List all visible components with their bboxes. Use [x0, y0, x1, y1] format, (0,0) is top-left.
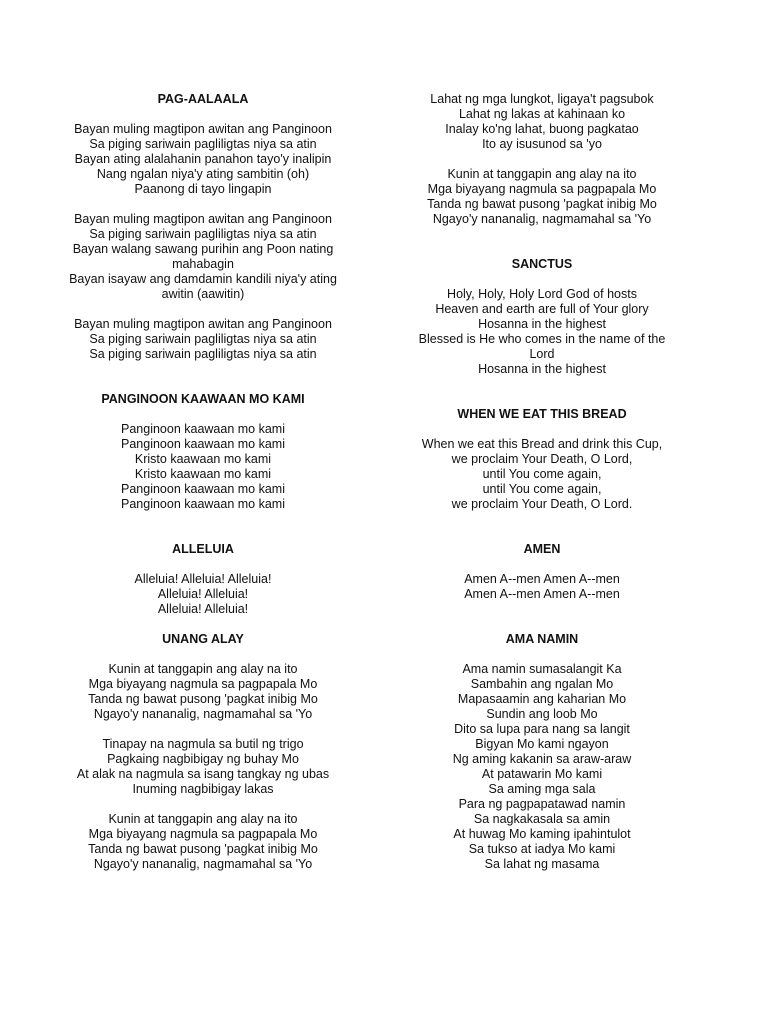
lyric-line: Alleluia! Alleluia!	[157, 602, 249, 616]
lyric-line: Kunin at tanggapin ang alay na ito	[447, 167, 637, 181]
song-ama-namin	[407, 632, 677, 872]
song-pag-aalaala	[68, 92, 338, 362]
lyric-line: Bigyan Mo kami ngayon	[475, 737, 609, 751]
lyric-line: Panginoon kaawaan mo kami	[121, 497, 285, 511]
lyric-line: Bayan isayaw ang damdamin kandili niya'y ating	[69, 272, 337, 286]
lyric-line: we proclaim Your Death, O Lord,	[451, 452, 633, 466]
stanza	[68, 737, 338, 797]
song-title: WHEN WE EAT THIS BREAD	[457, 407, 627, 421]
lyric-line: Inuming nagbibigay lakas	[132, 782, 274, 796]
lyric-line: Panginoon kaawaan mo kami	[121, 482, 285, 496]
stanza	[68, 812, 338, 872]
lyric-line: Lahat ng lakas at kahinaan ko	[458, 107, 626, 121]
song-unang-alay	[68, 632, 338, 872]
lyric-line: Ito ay isusunod sa 'yo	[482, 137, 602, 151]
lyric-line: Kunin at tanggapin ang alay na ito	[108, 662, 298, 676]
lyric-line: Tanda ng bawat pusong 'pagkat inibig Mo	[88, 692, 318, 706]
lyric-line: Amen A--men Amen A--men	[464, 587, 620, 601]
right-column	[407, 92, 677, 872]
song-title: ALLELUIA	[172, 542, 234, 556]
lyric-line: Lahat ng mga lungkot, ligaya't pagsubok	[430, 92, 654, 106]
lyric-line: Mapasaamin ang kaharian Mo	[457, 692, 627, 706]
lyric-line: until You come again,	[482, 482, 602, 496]
lyric-line: Tinapay na nagmula sa butil ng trigo	[102, 737, 304, 751]
song-when-we-eat-this-bread	[407, 407, 677, 512]
lyric-line: Hosanna in the highest	[478, 317, 606, 331]
lyric-line: Mga biyayang nagmula sa pagpapala Mo	[88, 677, 318, 691]
stanza	[407, 437, 677, 512]
lyric-line: Sambahin ang ngalan Mo	[470, 677, 614, 691]
lyric-line: Sa tukso at iadya Mo kami	[468, 842, 616, 856]
lyric-line: Paanong di tayo lingapin	[134, 182, 272, 196]
lyric-line: Ngayo'y nananalig, nagmamahal sa 'Yo	[93, 707, 313, 721]
lyric-line: Pagkaing nagbibigay ng buhay Mo	[107, 752, 299, 766]
stanza	[68, 122, 338, 197]
lyric-line: At huwag Mo kaming ipahintulot	[453, 827, 631, 841]
stanza	[407, 572, 677, 602]
lyric-line: mahabagin	[172, 257, 234, 271]
lyric-line: Amen A--men Amen A--men	[464, 572, 620, 586]
lyric-line: Alleluia! Alleluia!	[157, 587, 249, 601]
lyric-line: Para ng pagpapatawad namin	[458, 797, 626, 811]
lyric-line: Inalay ko'ng lahat, buong pagkatao	[445, 122, 639, 136]
lyric-line: Blessed is He who comes in the name of the	[418, 332, 666, 346]
song-title: PANGINOON KAAWAAN MO KAMI	[101, 392, 305, 406]
stanza	[68, 572, 338, 617]
left-column	[68, 92, 338, 872]
song-amen	[407, 542, 677, 602]
lyric-line: Bayan walang sawang purihin ang Poon nating	[72, 242, 334, 256]
song-title: AMEN	[523, 542, 561, 556]
song-title: SANCTUS	[511, 257, 573, 271]
stanza	[68, 662, 338, 722]
lyric-line: At patawarin Mo kami	[481, 767, 603, 781]
song-panginoon-kaawaan	[68, 392, 338, 512]
lyric-line: Kunin at tanggapin ang alay na ito	[108, 812, 298, 826]
lyric-line: awitin (aawitin)	[161, 287, 245, 301]
lyric-line: Ng aming kakanin sa araw-araw	[452, 752, 632, 766]
lyric-line: Kristo kaawaan mo kami	[134, 452, 272, 466]
lyric-line: Hosanna in the highest	[478, 362, 606, 376]
song-unang-alay-continued	[407, 92, 677, 227]
song-title: PAG-AALAALA	[157, 92, 249, 106]
lyric-line: Bayan ating alalahanin panahon tayo'y inalipin	[74, 152, 332, 166]
stanza	[407, 287, 677, 377]
stanza	[68, 317, 338, 362]
song-title: AMA NAMIN	[505, 632, 579, 646]
lyric-line: Tanda ng bawat pusong 'pagkat inibig Mo	[88, 842, 318, 856]
lyric-line: Ngayo'y nananalig, nagmamahal sa 'Yo	[93, 857, 313, 871]
lyric-line: Bayan muling magtipon awitan ang Panginoon	[74, 212, 332, 226]
lyric-line: Panginoon kaawaan mo kami	[121, 437, 285, 451]
lyric-line: Holy, Holy, Holy Lord God of hosts	[447, 287, 637, 301]
lyric-line: we proclaim Your Death, O Lord.	[451, 497, 633, 511]
lyric-line: Sa piging sariwain pagliligtas niya sa atin	[89, 347, 317, 361]
lyric-line: Alleluia! Alleluia! Alleluia!	[134, 572, 272, 586]
lyric-line: When we eat this Bread and drink this Cup,	[421, 437, 663, 451]
lyric-line: Sa piging sariwain pagliligtas niya sa atin	[89, 227, 317, 241]
lyric-line: Mga biyayang nagmula sa pagpapala Mo	[88, 827, 318, 841]
lyric-line: Sa piging sariwain pagliligtas niya sa atin	[89, 332, 317, 346]
lyric-line: Panginoon kaawaan mo kami	[121, 422, 285, 436]
lyric-line: Sa nagkakasala sa amin	[473, 812, 611, 826]
lyric-line: until You come again,	[482, 467, 602, 481]
stanza	[68, 422, 338, 512]
song-sanctus	[407, 257, 677, 377]
song-alleluia	[68, 542, 338, 617]
lyric-line: Bayan muling magtipon awitan ang Panginoon	[74, 122, 332, 136]
lyric-line: Sa piging sariwain pagliligtas niya sa atin	[89, 137, 317, 151]
stanza	[407, 662, 677, 872]
lyric-line: Sa lahat ng masama	[484, 857, 600, 871]
stanza	[68, 212, 338, 302]
stanza	[407, 92, 677, 152]
lyric-line: Bayan muling magtipon awitan ang Panginoon	[74, 317, 332, 331]
lyric-line: At alak na nagmula sa isang tangkay ng ubas	[76, 767, 330, 781]
lyric-line: Kristo kaawaan mo kami	[134, 467, 272, 481]
lyric-line: Tanda ng bawat pusong 'pagkat inibig Mo	[427, 197, 657, 211]
lyric-line: Sundin ang loob Mo	[486, 707, 598, 721]
lyric-line: Mga biyayang nagmula sa pagpapala Mo	[427, 182, 657, 196]
lyric-line: Lord	[529, 347, 555, 361]
lyric-line: Dito sa lupa para nang sa langit	[454, 722, 630, 736]
song-title: UNANG ALAY	[162, 632, 244, 646]
stanza	[407, 167, 677, 227]
lyric-line: Sa aming mga sala	[488, 782, 596, 796]
lyric-line: Nang ngalan niya'y ating sambitin (oh)	[96, 167, 310, 181]
lyric-line: Ama namin sumasalangit Ka	[462, 662, 622, 676]
lyric-line: Ngayo'y nananalig, nagmamahal sa 'Yo	[432, 212, 652, 226]
lyric-line: Heaven and earth are full of Your glory	[435, 302, 649, 316]
